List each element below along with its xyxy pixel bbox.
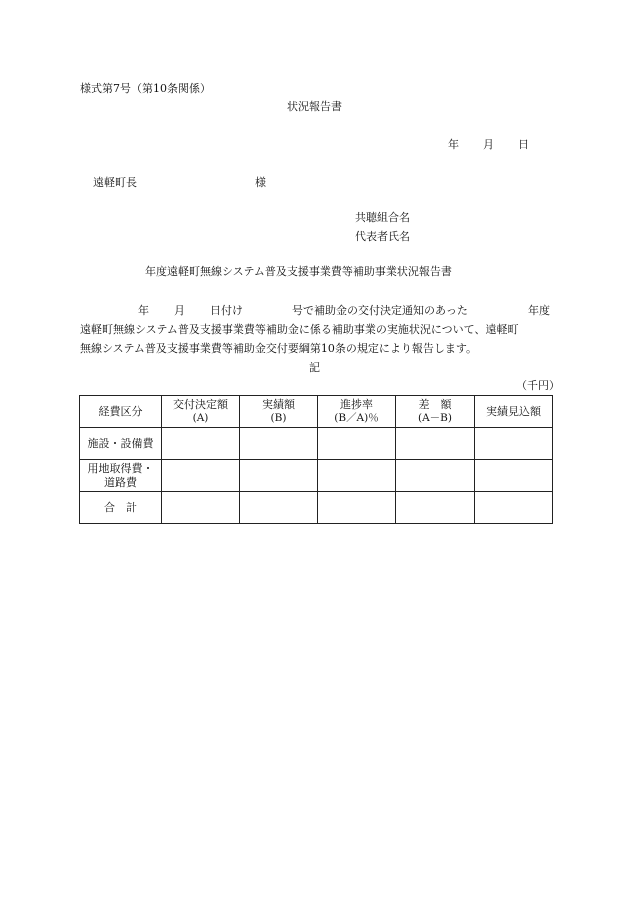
unit-label: （千円） <box>516 379 560 392</box>
cell-progress[interactable] <box>318 460 396 492</box>
cell-forecast[interactable] <box>475 460 553 492</box>
row-label-facilities: 施設・設備費 <box>80 428 162 460</box>
table-row <box>80 428 553 460</box>
cell-progress[interactable] <box>318 428 396 460</box>
cell-actual[interactable] <box>240 492 318 524</box>
body-fiscal-year: 年度 <box>528 304 550 317</box>
header-forecast: 実績見込額 <box>475 396 553 428</box>
body-month: 月 <box>174 304 185 317</box>
body-year: 年 <box>138 304 149 317</box>
header-decided-sub: (A) <box>192 411 209 424</box>
header-diff <box>396 396 475 428</box>
cell-forecast[interactable] <box>475 492 553 524</box>
body-line-3: 無線システム普及支援事業費等補助金交付要綱第10条の規定により報告します。 <box>80 342 478 355</box>
association-name-label: 共聴組合名 <box>355 211 410 224</box>
header-progress <box>318 396 396 428</box>
cell-decided[interactable] <box>162 460 240 492</box>
body-dated: 日付け <box>210 304 243 317</box>
header-progress-sub: (B／A)％ <box>334 411 379 424</box>
row-label-land-line1: 用地取得費・ <box>87 461 154 475</box>
cell-actual[interactable] <box>240 460 318 492</box>
header-progress-label: 進捗率 <box>340 398 373 412</box>
date-day-label: 日 <box>518 138 529 151</box>
table-header-row <box>80 396 553 428</box>
report-subject: 年度遠軽町無線システム普及支援事業費等補助事業状況報告書 <box>145 265 452 278</box>
header-diff-sub: (A－B) <box>418 411 452 424</box>
header-actual-label: 実績額 <box>262 398 295 412</box>
row-label-total: 合 計 <box>80 492 162 524</box>
date-month-label: 月 <box>483 138 494 151</box>
ki-heading: 記 <box>309 361 320 374</box>
body-line-2: 遠軽町無線システム普及支援事業費等補助金に係る補助事業の実施状況について、遠軽町 <box>80 323 519 336</box>
header-actual-sub: (B) <box>270 411 287 424</box>
cell-decided[interactable] <box>162 428 240 460</box>
cell-forecast[interactable] <box>475 428 553 460</box>
date-year-label: 年 <box>448 138 459 151</box>
cell-diff[interactable] <box>396 492 475 524</box>
header-actual <box>240 396 318 428</box>
representative-name-label: 代表者氏名 <box>355 230 410 243</box>
cell-diff[interactable] <box>396 460 475 492</box>
cell-decided[interactable] <box>162 492 240 524</box>
report-table <box>79 395 553 524</box>
row-label-land <box>80 460 162 492</box>
header-category: 経費区分 <box>80 396 162 428</box>
body-number-text: 号で補助金の交付決定通知のあった <box>292 304 468 317</box>
addressee: 遠軽町長 <box>93 176 137 189</box>
cell-diff[interactable] <box>396 428 475 460</box>
header-decided <box>162 396 240 428</box>
table-row <box>80 460 553 492</box>
honorific: 様 <box>255 176 266 189</box>
header-decided-label: 交付決定額 <box>173 398 228 412</box>
cell-progress[interactable] <box>318 492 396 524</box>
form-number-label: 様式第7号（第10条関係） <box>80 82 211 95</box>
document-title: 状況報告書 <box>287 100 342 113</box>
header-diff-label: 差 額 <box>418 398 452 412</box>
table-row-total <box>80 492 553 524</box>
cell-actual[interactable] <box>240 428 318 460</box>
row-label-land-line2: 道路費 <box>104 475 137 489</box>
